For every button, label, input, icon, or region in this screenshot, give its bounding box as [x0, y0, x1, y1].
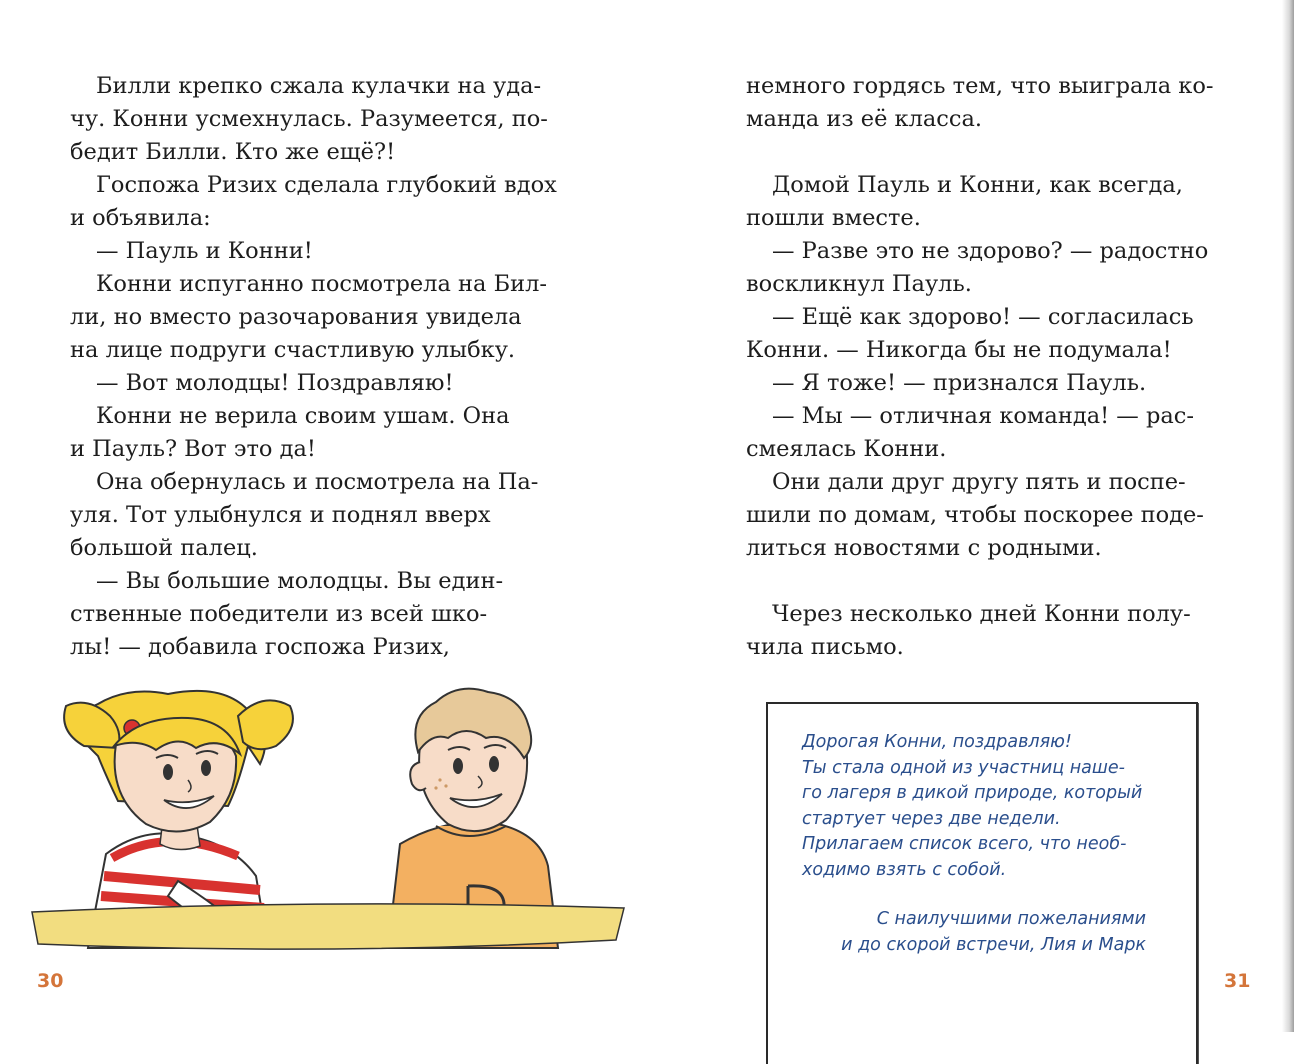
letter: [802, 730, 1182, 958]
text-line: и Пауль? Вот это да!: [70, 436, 316, 462]
text-line: Конни. — Никогда бы не подумала!: [746, 337, 1172, 363]
text-line: Конни испуганно посмотрела на Бил-: [96, 271, 548, 297]
text-line: Конни не верила своим ушам. Она: [96, 403, 510, 429]
text-line: [746, 565, 1226, 598]
page-number-right: 31: [1224, 970, 1251, 992]
left-page-text: [70, 70, 557, 664]
text-line: Домой Пауль и Конни, как всегда,: [772, 172, 1183, 198]
text-line: ственные победители из всей шко-: [70, 601, 488, 627]
letter-line: Дорогая Конни, поздравляю!: [802, 732, 1072, 752]
letter-signature-line: С наилучшими пожеланиями: [876, 909, 1146, 929]
text-line: — Пауль и Конни!: [96, 238, 313, 264]
text-line: смеялась Конни.: [746, 436, 947, 462]
text-line: большой палец.: [70, 535, 258, 561]
text-line: — Я тоже! — признался Пауль.: [772, 370, 1147, 396]
illustration-connie-and-paul: [28, 676, 628, 956]
text-line: бедит Билли. Кто же ещё?!: [70, 139, 396, 165]
text-line: манда из её класса.: [746, 106, 983, 132]
text-line: воскликнул Пауль.: [746, 271, 972, 297]
text-line: ли, но вместо разочарования увидела: [70, 304, 522, 330]
letter-signature-line: и до скорой встречи, Лия и Марк: [841, 934, 1146, 955]
text-line: чу. Конни усмехнулась. Разумеется, по-: [70, 106, 548, 132]
right-page: [646, 0, 1294, 1032]
text-line: литься новостями с родными.: [746, 535, 1102, 561]
text-line: [746, 136, 1226, 169]
text-line: — Вот молодцы! Поздравляю!: [96, 370, 454, 396]
text-line: на лице подруги счастливую улыбку.: [70, 337, 516, 363]
text-line: — Вы большие молодцы. Вы един-: [96, 568, 504, 594]
page-number-left: 30: [37, 970, 64, 992]
text-line: Они дали друг другу пять и поспе-: [772, 469, 1186, 495]
letter-line: го лагеря в дикой природе, который: [802, 783, 1143, 803]
table: [32, 904, 624, 949]
text-line: лы! — добавила госпожа Ризих,: [70, 634, 450, 660]
text-line: и объявила:: [70, 205, 211, 231]
text-line: — Ещё как здорово! — согласилась: [772, 304, 1194, 330]
letter-line: ходимо взять с собой.: [802, 859, 1007, 880]
text-line: Через несколько дней Конни полу-: [772, 601, 1191, 627]
text-line: немного гордясь тем, что выиграла ко-: [746, 73, 1214, 99]
text-line: — Мы — отличная команда! — рас-: [772, 403, 1194, 429]
letter-line: Прилагаем список всего, что необ-: [802, 834, 1127, 854]
letter-line: Ты стала одной из участниц наше-: [802, 757, 1125, 778]
right-page-text: [746, 70, 1226, 664]
text-line: Она обернулась и посмотрела на Па-: [96, 469, 539, 495]
text-line: Госпожа Ризих сделала глубокий вдох: [96, 172, 557, 198]
text-line: пошли вместе.: [746, 205, 921, 231]
letter-card: [766, 702, 1198, 1064]
text-line: шили по домам, чтобы поскорее поде-: [746, 502, 1204, 528]
text-line: Билли крепко сжала кулачки на уда-: [96, 73, 542, 99]
book-spine-shadow: [1282, 0, 1294, 1032]
text-line: чила письмо.: [746, 634, 904, 660]
letter-line: стартует через две недели.: [802, 808, 1061, 829]
text-line: уля. Тот улыбнулся и поднял вверх: [70, 502, 491, 528]
left-page: [0, 0, 646, 1032]
text-line: — Разве это не здорово? — радостно: [772, 238, 1209, 264]
